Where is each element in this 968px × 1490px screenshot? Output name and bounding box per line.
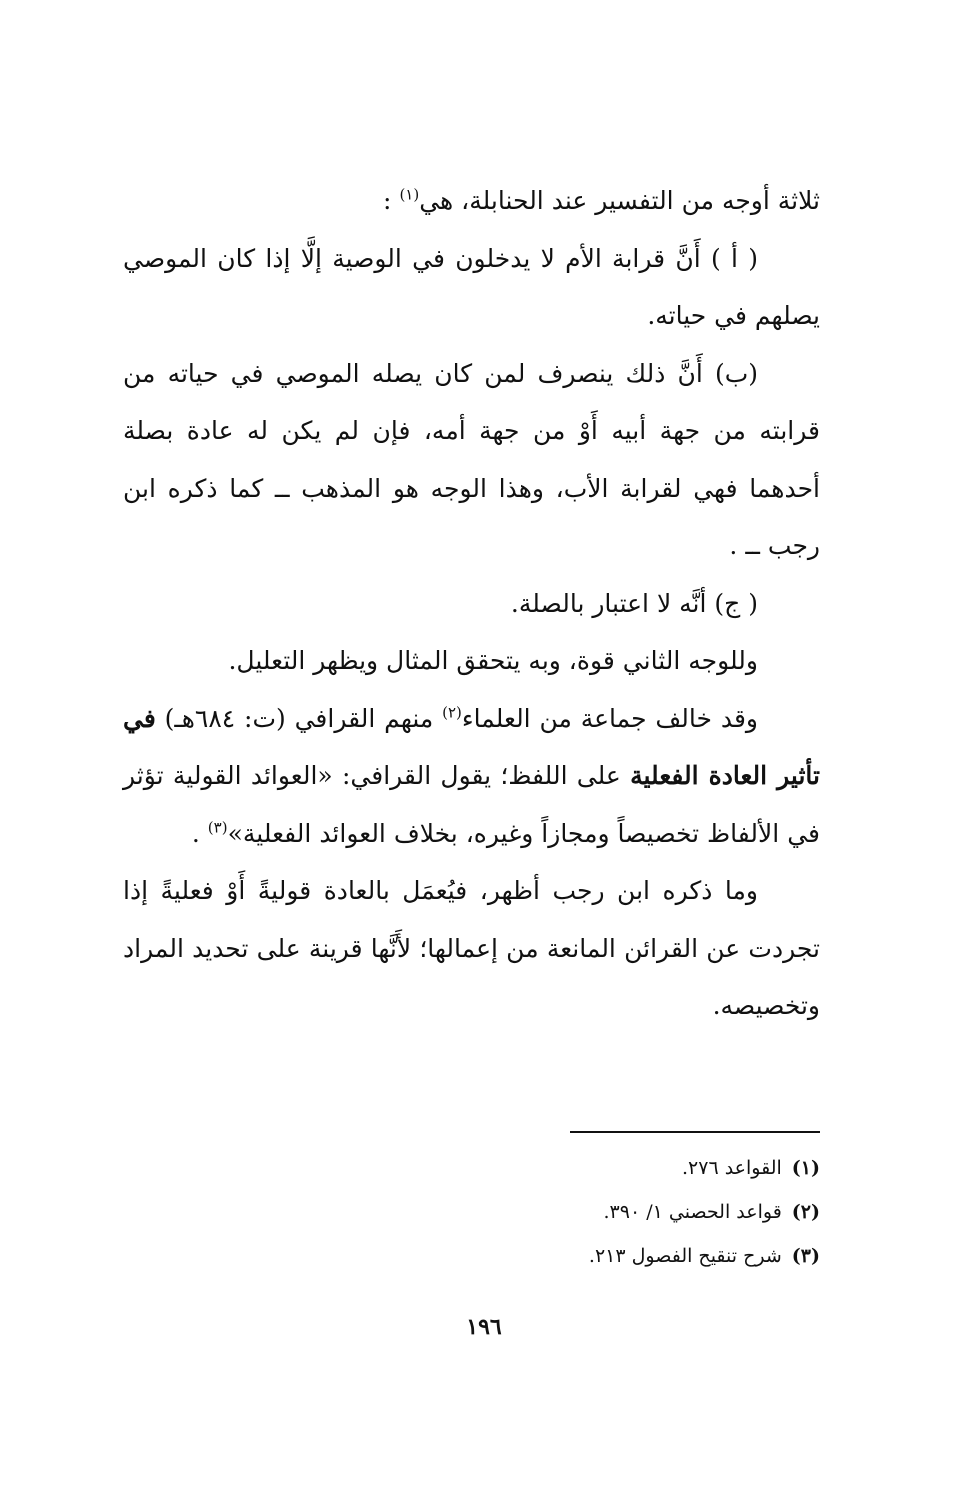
point-c-paragraph xyxy=(123,575,820,633)
point-b-paragraph xyxy=(123,345,820,575)
footnote-ref-2[interactable]: (٢) xyxy=(442,703,462,722)
point-b-text: أَنَّ ذلك ينصرف لمن كان يصله الموصي في حياته من قرابته من جهة أبيه أَوْ من جهة أمه، فإن لم يكن له عادة بصلة أحدهما فهي لقرابة الأب، وهذا الوجه هو المذهب ــ كما ذكره ابن رجب ــ . xyxy=(123,358,820,560)
conclusion-paragraph xyxy=(123,862,820,1035)
footnote-2-number: (٢) xyxy=(791,1201,820,1223)
footnote-ref-3[interactable]: (٣) xyxy=(207,818,228,837)
footnote-1 xyxy=(460,1146,820,1190)
footnotes xyxy=(460,1146,820,1278)
footnote-divider xyxy=(570,1131,820,1133)
main-text xyxy=(123,172,820,1035)
point-a-paragraph xyxy=(123,230,820,345)
footnote-1-text: القواعد ٢٧٦. xyxy=(681,1157,782,1179)
qarafi-tail: . xyxy=(191,818,200,848)
second-view-text: وللوجه الثاني قوة، وبه يتحقق المثال ويظهر التعليل. xyxy=(228,646,758,675)
footnote-3 xyxy=(460,1234,820,1278)
footnote-2-text: قواعد الحصني ١/ ٣٩٠. xyxy=(603,1201,782,1223)
footnote-2 xyxy=(460,1190,820,1234)
qarafi-text-c: على اللفظ؛ يقول القرافي: «العوائد القولية تؤثر في الألفاظ تخصيصاً ومجازاً وغيره، بخلاف العوائد الفعلية» xyxy=(123,761,820,848)
point-c-text: أنَّه لا اعتبار بالصلة. xyxy=(510,588,707,618)
footnote-3-number: (٣) xyxy=(791,1245,820,1267)
footnote-ref-1[interactable]: (١) xyxy=(399,185,420,204)
intro-colon: : xyxy=(383,186,392,215)
qarafi-text-b: منهم القرافي (ت: ٦٨٤هـ) xyxy=(164,703,434,733)
second-view-paragraph xyxy=(123,632,820,690)
point-a-label: ( أ ) xyxy=(710,243,758,273)
qarafi-bold-text: في تأثير العادة الفعلية xyxy=(123,703,820,790)
conclusion-text: وما ذكره ابن رجب أظهر، فيُعمَل بالعادة قوليةً أَوْ فعليةً إذا تجردت عن القرائن المانعة من إعمالها؛ لأَنَّها قرينة على تحديد المراد وتخصيصه. xyxy=(123,876,820,1020)
page-number: ١٩٦ xyxy=(466,1314,502,1340)
qarafi-paragraph xyxy=(123,690,820,863)
point-b-label: (ب) xyxy=(714,358,758,388)
intro-text: ثلاثة أوجه من التفسير عند الحنابلة، هي xyxy=(419,186,820,215)
footnote-3-text: شرح تنقيح الفصول ٢١٣. xyxy=(588,1245,782,1267)
intro-paragraph xyxy=(123,172,820,230)
point-c-label: ( ج) xyxy=(714,588,758,618)
footnote-1-number: (١) xyxy=(791,1157,820,1179)
point-a-text: أَنَّ قرابة الأم لا يدخلون في الوصية إلَّا إذا كان الموصي يصلهم في حياته. xyxy=(123,243,820,330)
qarafi-text-a: وقد خالف جماعة من العلماء xyxy=(461,703,758,733)
